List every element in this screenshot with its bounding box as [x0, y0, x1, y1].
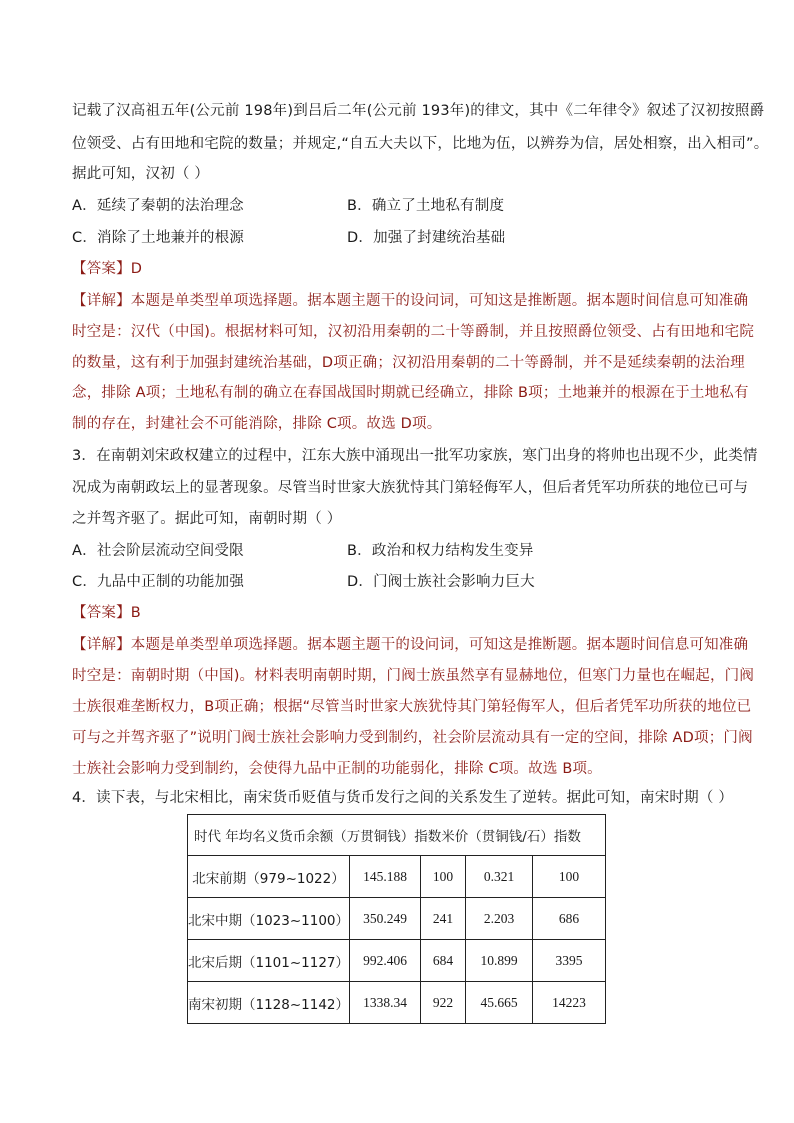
- q3-explain-line-4: 可与之并驾齐驱了”说明门阀士族社会影响力受到制约，社会阶层流动具有一定的空间，排除 AD项；门阀: [72, 730, 753, 746]
- table-cell-money: 350.249: [350, 898, 421, 940]
- q3-stem-line-3: 之并驾齐驱了。据此可知，南朝时期（ ）: [72, 511, 342, 527]
- table-cell-rice-price: 2.203: [466, 898, 533, 940]
- q2-option-b: B．确立了土地私有制度: [347, 198, 505, 214]
- table-cell-money-index: 241: [421, 898, 466, 940]
- table-cell-money: 1338.34: [350, 982, 421, 1024]
- q3-stem-line-2: 况成为南朝政坛上的显著现象。尽管当时世家大族犹恃其门第轻侮军人，但后者凭军功所获的地位已可与: [72, 480, 749, 496]
- q2-explain-line-5: 制的存在，封建社会不可能消除，排除 C项。故选 D项。: [72, 416, 442, 432]
- q4-stem: 4．读下表，与北宋相比，南宋货币贬值与货币发行之间的关系发生了逆转。据此可知，南宋时期（ ）: [72, 790, 734, 806]
- q2-stem-line-2: 位领受、占有田地和宅院的数量；并规定,“自五大夫以下，比地为伍，以辨券为信，居处相察，出入相司”。: [72, 136, 769, 152]
- table-cell-money-index: 922: [421, 982, 466, 1024]
- table-row: [188, 898, 606, 940]
- q2-explain-line-2: 时空是：汉代（中国)。根据材料可知，汉初沿用秦朝的二十等爵制，并且按照爵位领受、占有田地和宅院: [72, 324, 755, 340]
- q3-explain-line-1: 【详解】本题是单类型单项选择题。据本题主题干的设问词，可知这是推断题。据本题时间信息可知准确: [72, 637, 749, 653]
- table-cell-rice-price: 10.899: [466, 940, 533, 982]
- table-row: [188, 982, 606, 1024]
- table-cell-period: 北宋后期（1101~1127）: [188, 940, 350, 982]
- q3-explain-line-3: 士族很难垄断权力，B项正确；根据“尽管当时世家大族犹恃其门第轻侮军人，但后者凭军功所获的地位已: [72, 699, 752, 715]
- table-cell-rice-price: 0.321: [466, 856, 533, 898]
- table-row: [188, 940, 606, 982]
- table-cell-money: 145.188: [350, 856, 421, 898]
- table-cell-money-index: 100: [421, 856, 466, 898]
- table-header-cell: 时代 年均名义货币余额（万贯铜钱）指数米价（贯铜钱/石）指数: [188, 815, 606, 856]
- table-cell-period: 南宋初期（1128~1142）: [188, 982, 350, 1024]
- q2-option-d: D．加强了封建统治基础: [347, 230, 506, 246]
- table-cell-rice-index: 100: [533, 856, 606, 898]
- q2-explain-line-4: 念，排除 A项；土地私有制的确立在春国战国时期就已经确立，排除 B项；土地兼并的根源在于土地私有: [72, 385, 749, 401]
- q2-option-c: C．消除了土地兼并的根源: [72, 230, 245, 246]
- table-cell-rice-index: 686: [533, 898, 606, 940]
- q3-option-c: C．九品中正制的功能加强: [72, 574, 245, 590]
- q2-explain-line-1: 【详解】本题是单类型单项选择题。据本题主题干的设问词，可知这是推断题。据本题时间信息可知准确: [72, 293, 749, 309]
- table-cell-period: 北宋中期（1023~1100）: [188, 898, 350, 940]
- q3-stem-line-1: 3．在南朝刘宋政权建立的过程中，江东大族中涌现出一批军功家族，寒门出身的将帅也出现不少，此类情: [72, 448, 758, 464]
- table-header-row: [188, 815, 606, 856]
- table-cell-rice-index: 3395: [533, 940, 606, 982]
- q3-option-b: B．政治和权力结构发生变异: [347, 543, 534, 559]
- q3-option-d: D．门阀士族社会影响力巨大: [347, 574, 535, 590]
- q3-explain-line-5: 士族社会影响力受到制约，会使得九品中正制的功能弱化，排除 C项。故选 B项。: [72, 761, 602, 777]
- table-cell-period: 北宋前期（979~1022）: [188, 856, 350, 898]
- table-cell-rice-price: 45.665: [466, 982, 533, 1024]
- q4-data-table: [187, 814, 606, 1024]
- q2-stem-line-1: 记载了汉高祖五年(公元前 198年)到吕后二年(公元前 193年)的律文，其中《二年律令》叙述了汉初按照爵: [72, 103, 765, 119]
- q3-explain-line-2: 时空是：南朝时期（中国)。材料表明南朝时期，门阀士族虽然享有显赫地位，但寒门力量也在崛起，门阀: [72, 668, 755, 684]
- table-cell-money: 992.406: [350, 940, 421, 982]
- q3-answer: 【答案】B: [72, 605, 141, 621]
- q2-option-a: A．延续了秦朝的法治理念: [72, 198, 244, 214]
- table-row: [188, 856, 606, 898]
- q2-explain-line-3: 的数量，这有利于加强封建统治基础，D项正确；汉初沿用秦朝的二十等爵制，并不是延续秦朝的法治理: [72, 355, 745, 371]
- q3-option-a: A．社会阶层流动空间受限: [72, 543, 244, 559]
- table-cell-rice-index: 14223: [533, 982, 606, 1024]
- table-cell-money-index: 684: [421, 940, 466, 982]
- q2-answer: 【答案】D: [72, 261, 143, 277]
- q2-stem-line-3: 据此可知，汉初（ ）: [72, 166, 210, 182]
